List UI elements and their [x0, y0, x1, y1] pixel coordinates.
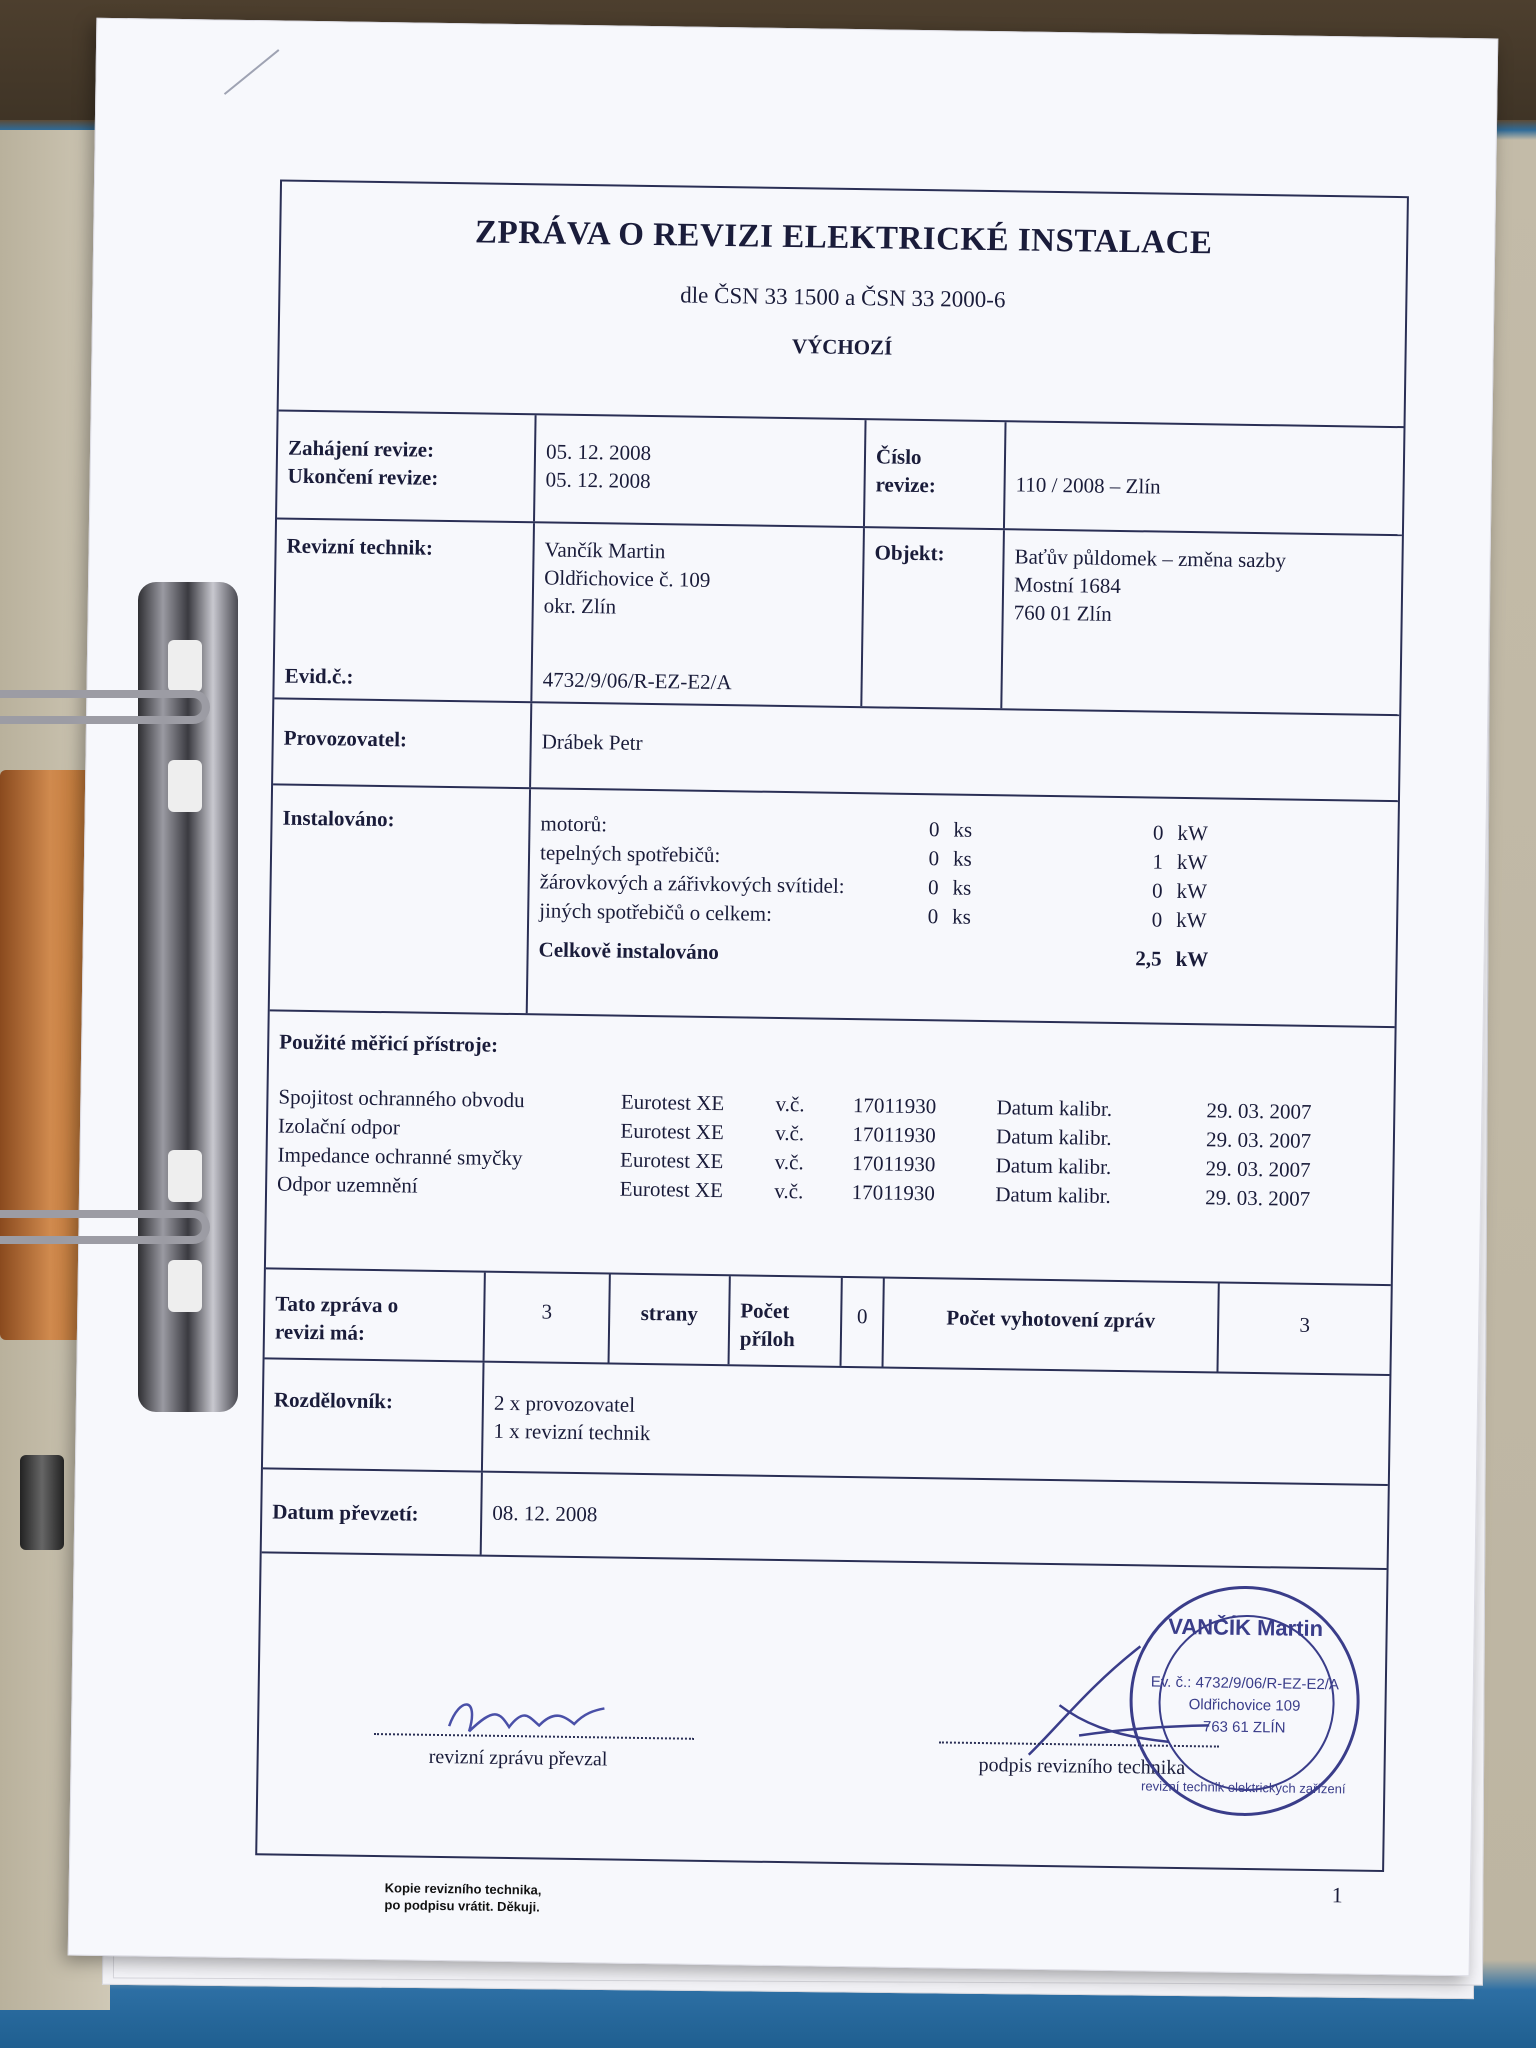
instrument-device: Eurotest XE — [620, 1118, 724, 1145]
start-label: Zahájení revize: — [287, 435, 435, 462]
installed-label: Instalováno: — [270, 785, 531, 1013]
stamp-line-1: Ev. č.: 4732/9/06/R-EZ-E2/A — [1150, 1673, 1340, 1694]
distribution-line-1: 2 x provozovatel — [493, 1390, 636, 1417]
instrument-device: Eurotest XE — [619, 1147, 724, 1174]
installed-item-count: 0 — [928, 817, 940, 842]
installed-item-name: tepelných spotřebičů: — [539, 840, 721, 868]
pages-label-2: revizi má: — [274, 1319, 366, 1345]
operator-value: Drábek Petr — [541, 729, 643, 755]
technician-labels — [274, 519, 535, 701]
instrument-sn: 17011930 — [851, 1151, 936, 1177]
object-line-2: Mostní 1684 — [1013, 572, 1122, 598]
distribution-line-2: 1 x revizní technik — [493, 1418, 651, 1446]
footer-note-line-1: Kopie revizního technika, — [384, 1880, 542, 1898]
installed-row — [270, 785, 1398, 1028]
attachments-label-1: Počet — [740, 1298, 790, 1324]
instrument-test: Impedance ochranné smyčky — [277, 1142, 523, 1171]
attachments-label — [730, 1276, 843, 1366]
instruments-row — [266, 1011, 1395, 1286]
handover-value: 08. 12. 2008 — [492, 1500, 598, 1527]
binder-slot — [168, 1260, 202, 1312]
handover-label: Datum převzetí: — [262, 1469, 483, 1554]
instrument-device: Eurotest XE — [620, 1089, 725, 1116]
installed-item-power-unit: kW — [1176, 878, 1208, 904]
distribution-values — [483, 1363, 1390, 1484]
operator-label: Provozovatel: — [273, 699, 532, 787]
instrument-cal-date: 29. 03. 2007 — [1205, 1156, 1311, 1182]
instrument-sn-label: v.č. — [774, 1149, 804, 1175]
installed-item-power: 0 — [1152, 820, 1164, 845]
title-block — [279, 181, 1407, 428]
report-title: ZPRÁVA O REVIZI ELEKTRICKÉ INSTALACE — [474, 214, 1213, 262]
object-label: Objekt: — [862, 528, 1005, 708]
instrument-cal-date: 29. 03. 2007 — [1205, 1185, 1311, 1211]
distribution-label: Rozdělovník: — [263, 1359, 485, 1470]
number-label-1: Číslo — [875, 444, 922, 470]
object-line-3: 760 01 Zlín — [1013, 600, 1112, 626]
number-label — [865, 420, 1007, 528]
installed-total — [538, 937, 1245, 972]
pages-label-1: Tato zpráva o — [275, 1291, 399, 1318]
footer-note — [384, 1879, 541, 1915]
report-page — [68, 18, 1499, 1977]
copies-value: 3 — [1299, 1312, 1311, 1337]
end-label: Ukončení revize: — [287, 463, 439, 490]
instrument-cal-label: Datum kalibr. — [995, 1124, 1112, 1150]
installed-total-value: 2,5 — [1135, 946, 1162, 971]
summary-row — [265, 1269, 1391, 1376]
installed-item-power-unit: kW — [1175, 907, 1207, 933]
technician-name: Vančík Martin — [544, 537, 666, 564]
installed-item-count: 0 — [927, 875, 939, 900]
instrument-test: Odpor uzemnění — [276, 1171, 418, 1198]
pages-unit: strany — [610, 1274, 731, 1364]
technician-values — [532, 523, 865, 706]
instrument-device: Eurotest XE — [619, 1176, 724, 1203]
signature-row — [257, 1553, 1386, 1870]
instrument-test: Spojitost ochranného obvodu — [278, 1084, 525, 1113]
object-line-1: Baťův půldomek – změna sazby — [1014, 544, 1287, 573]
technician-address-2: okr. Zlín — [543, 593, 617, 619]
report-subtitle: dle ČSN 33 1500 a ČSN 33 2000-6 — [680, 282, 1006, 313]
installed-values — [528, 789, 1398, 1026]
instrument-test: Izolační odpor — [277, 1113, 401, 1140]
recipient-signature — [439, 1686, 610, 1749]
instrument-cal-date: 29. 03. 2007 — [1205, 1127, 1312, 1153]
recipient-caption: revizní zprávu převzal — [428, 1745, 608, 1771]
instrument-cal-date: 29. 03. 2007 — [1206, 1098, 1312, 1124]
installed-item-power-unit: kW — [1176, 849, 1208, 875]
pages-value: 3 — [485, 1273, 611, 1363]
instrument-sn-label: v.č. — [774, 1178, 804, 1204]
instrument-sn-label: v.č. — [775, 1091, 805, 1117]
installed-table — [539, 809, 1248, 935]
technician-stamp — [1128, 1584, 1361, 1817]
instruments-title: Použité měřicí přístroje: — [279, 1029, 499, 1057]
installed-item-unit: ks — [952, 846, 972, 871]
pencil-mark — [224, 49, 280, 95]
stamp-line-2: Oldřichovice 109 — [1188, 1696, 1301, 1715]
evid-value: 4732/9/06/R-EZ-E2/A — [542, 667, 732, 695]
installed-item-unit: ks — [952, 875, 972, 900]
instrument-sn: 17011930 — [852, 1122, 936, 1148]
dates-labels — [277, 411, 537, 521]
binder-ring-bottom — [0, 1210, 210, 1244]
binder-lever — [20, 1455, 64, 1550]
instrument-cal-label: Datum kalibr. — [995, 1182, 1111, 1208]
instrument-sn: 17011930 — [852, 1093, 937, 1119]
instrument-cal-label: Datum kalibr. — [996, 1095, 1113, 1121]
instrument-cal-label: Datum kalibr. — [995, 1153, 1112, 1179]
installed-item-power: 0 — [1151, 878, 1163, 903]
technician-label: Revizní technik: — [286, 533, 434, 560]
copies-label: Počet vyhotovení zpráv — [884, 1279, 1220, 1372]
technician-caption: podpis revizního technika — [978, 1754, 1186, 1780]
distribution-row — [263, 1359, 1390, 1486]
installed-item-unit: ks — [953, 817, 973, 842]
binder-slot — [168, 1150, 202, 1202]
number-value: 110 / 2008 – Zlín — [1015, 472, 1161, 499]
installed-total-unit: kW — [1175, 946, 1209, 972]
report-kind: VÝCHOZÍ — [791, 334, 893, 360]
installed-item-name: žárovkových a zářivkových svítidel: — [539, 869, 845, 898]
binder-ring-top — [0, 690, 210, 724]
installed-item-unit: ks — [952, 904, 972, 929]
start-date: 05. 12. 2008 — [545, 439, 652, 465]
report-form — [255, 179, 1409, 1872]
attachments-label-2: příloh — [739, 1326, 795, 1352]
dates-row — [277, 411, 1403, 536]
stamp-rim-text: revizní technik elektrických zařízení — [1140, 1778, 1346, 1797]
installed-total-label: Celkově instalováno — [538, 937, 720, 965]
binder-slot — [168, 760, 202, 812]
end-date: 05. 12. 2008 — [545, 467, 651, 493]
dates-values — [535, 415, 867, 526]
technician-address-1: Oldřichovice č. 109 — [544, 565, 711, 592]
instruments-table — [277, 1083, 1384, 1215]
instrument-sn: 17011930 — [851, 1180, 936, 1206]
technician-row — [274, 519, 1402, 716]
installed-item-name: jiných spotřebičů o celkem: — [539, 898, 773, 926]
installed-item-count: 0 — [928, 846, 940, 871]
object-values — [1002, 530, 1402, 714]
footer-note-line-2: po podpisu vrátit. Děkuji. — [384, 1897, 540, 1915]
operator-row — [273, 699, 1399, 802]
evid-label: Evid.č.: — [284, 663, 354, 689]
installed-item-power: 0 — [1151, 907, 1163, 932]
binder-slot — [168, 640, 202, 692]
stamp-name: VANČÍK Martin — [1168, 1613, 1324, 1642]
installed-item-count: 0 — [927, 904, 939, 929]
installed-item-power-unit: kW — [1177, 820, 1208, 846]
pages-label — [265, 1269, 486, 1360]
instrument-sn-label: v.č. — [775, 1120, 805, 1146]
installed-item-name: motorů: — [540, 811, 608, 837]
installed-item-power: 1 — [1152, 849, 1164, 874]
page-number: 1 — [1331, 1882, 1343, 1908]
stamp-line-3: 763 61 ZLÍN — [1202, 1718, 1286, 1737]
number-label-2: revize: — [875, 472, 937, 498]
attachments-value: 0 — [842, 1278, 885, 1367]
